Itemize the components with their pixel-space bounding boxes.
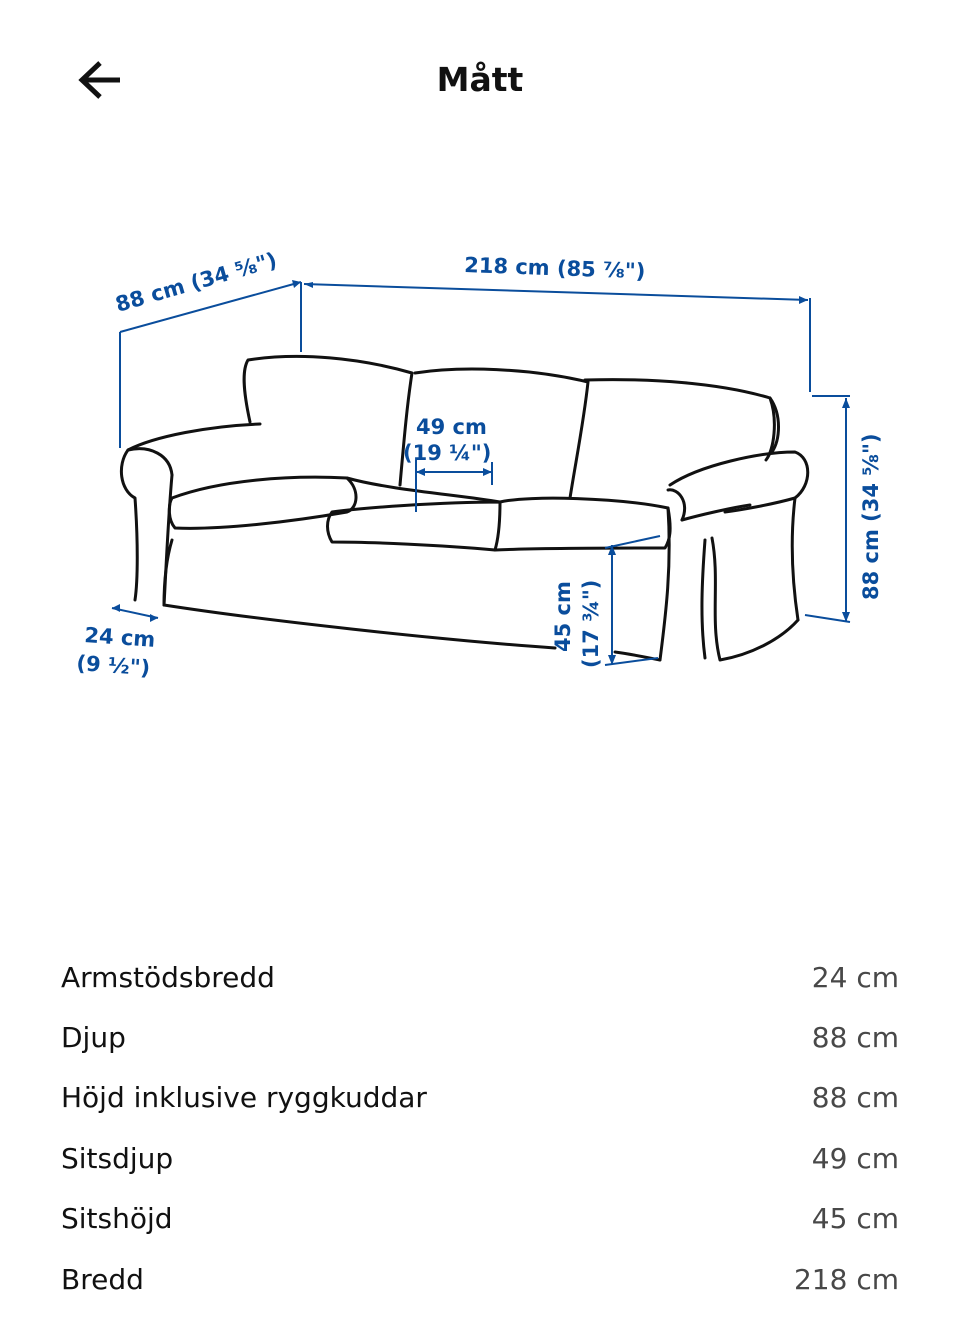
dimension-spec-list (61, 947, 899, 1309)
seat-height-cm-label: 45 cm (551, 581, 575, 652)
svg-text:(17 ¾") (579, 580, 603, 668)
svg-text:88 cm (34 ⅝") (113, 248, 280, 317)
spec-label: Sitshöjd (61, 1202, 173, 1236)
page-title: Mått (436, 60, 524, 99)
spec-row-height (61, 1068, 899, 1128)
svg-text:218 cm (85 ⅞") (464, 253, 646, 283)
seat-depth-in-label: (19 ¼") (403, 441, 492, 465)
armrest-in-label: (9 ½") (75, 651, 151, 681)
sofa-outline (121, 356, 807, 660)
spec-row-seat-height (61, 1189, 899, 1249)
width-dimension-label: 218 cm (85 ⅞") (463, 253, 646, 284)
spec-value: 24 cm (811, 960, 899, 994)
seat-height-in-label: (17 ¾") (579, 579, 603, 668)
spec-row-armrest-width (61, 947, 899, 1007)
spec-row-depth (61, 1007, 899, 1067)
depth-dimension-label: 88 cm (34 ⅝") (112, 247, 280, 317)
svg-text:45 cm (551, 581, 575, 652)
header (0, 0, 960, 165)
spec-value: 45 cm (811, 1202, 899, 1236)
spec-value: 88 cm (811, 1081, 899, 1115)
spec-row-seat-depth (61, 1128, 899, 1188)
sofa-dimension-diagram (60, 240, 900, 700)
svg-text:24 cm (84, 623, 156, 652)
spec-label: Djup (61, 1021, 126, 1055)
spec-value: 218 cm (793, 1262, 899, 1296)
spec-row-width (61, 1249, 899, 1309)
svg-text:88 cm (34 ⅝") (859, 433, 883, 600)
spec-value: 88 cm (811, 1021, 899, 1055)
spec-value: 49 cm (811, 1141, 899, 1175)
spec-label: Sitsdjup (61, 1141, 174, 1175)
svg-text:49 cm (416, 415, 487, 439)
spec-label: Bredd (61, 1262, 144, 1296)
height-dimension-label: 88 cm (34 ⅝") (859, 433, 883, 600)
seat-depth-cm-label: 49 cm (416, 415, 487, 439)
svg-text:(19 ¼") (403, 441, 491, 465)
svg-text:(9 ½") (76, 651, 151, 680)
spec-label: Armstödsbredd (61, 960, 275, 994)
dimension-lines (112, 282, 850, 665)
spec-label: Höjd inklusive ryggkuddar (61, 1081, 427, 1115)
armrest-cm-label: 24 cm (83, 623, 157, 652)
